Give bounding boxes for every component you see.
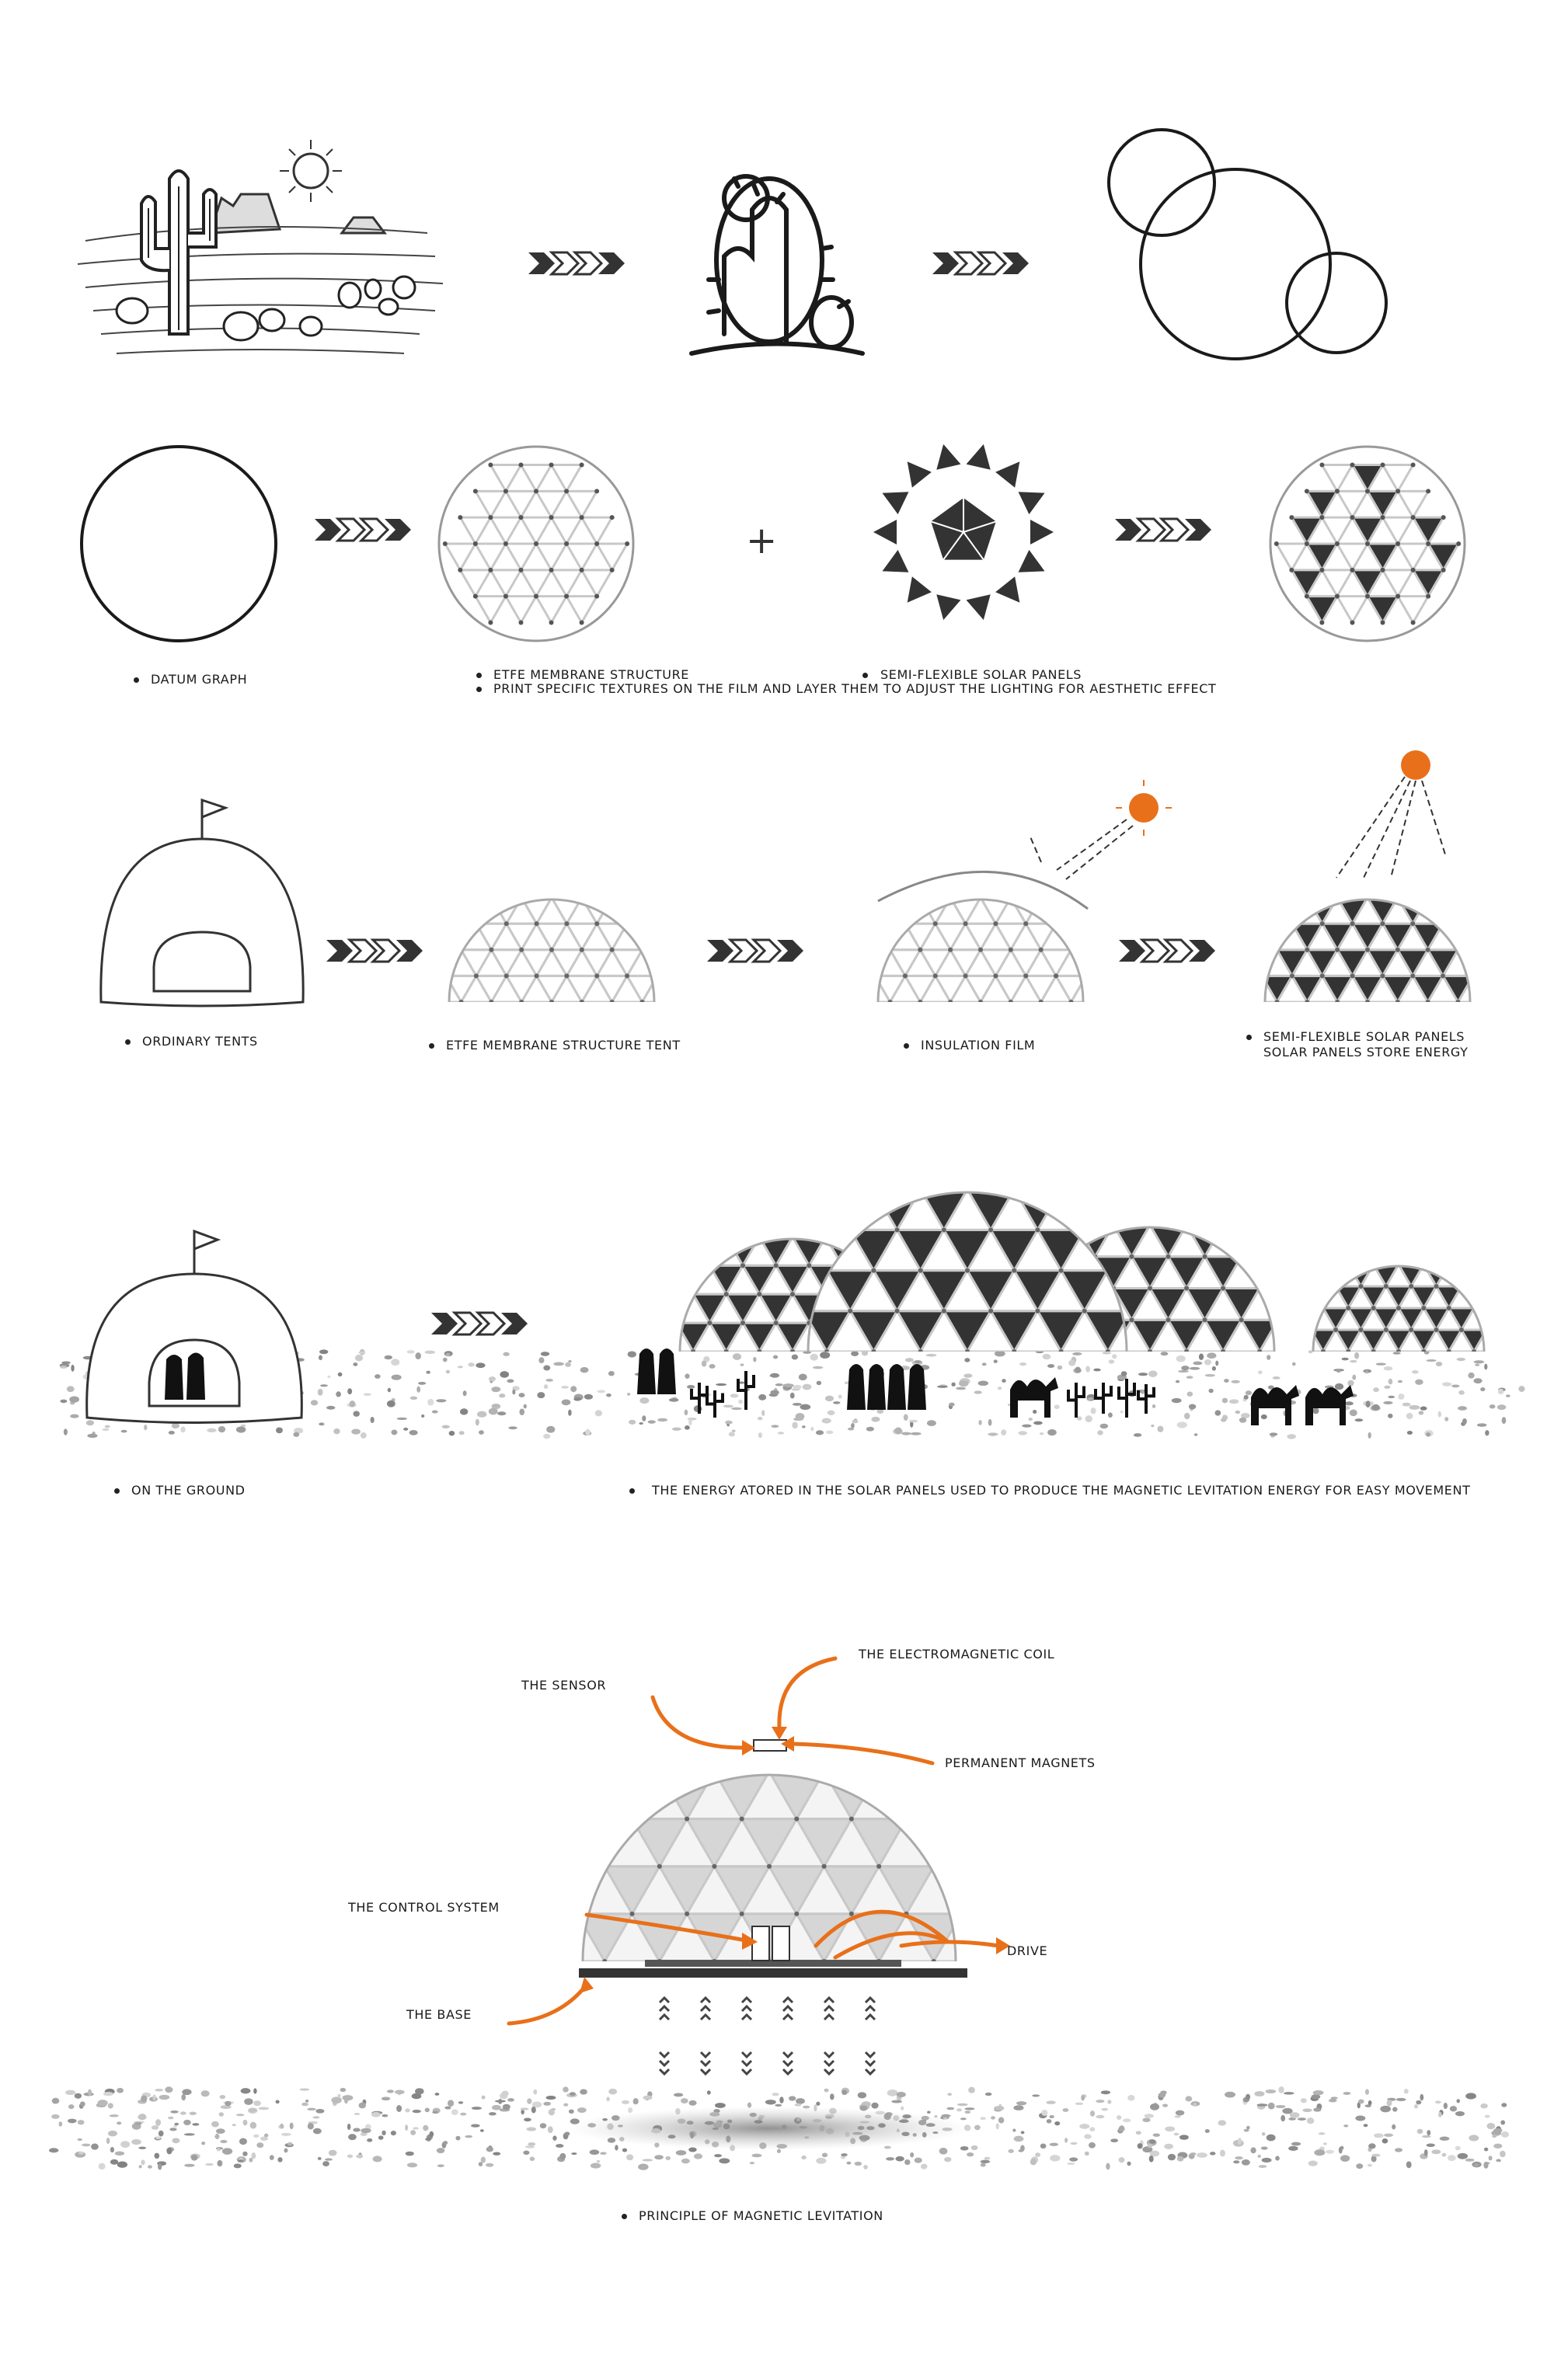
solar-dome [1156,793,1554,1004]
bullet [622,2214,627,2219]
solar-panel-ring [873,444,1054,620]
control-box-right [772,1926,789,1961]
arrow-7 [1119,940,1215,962]
caption-on-ground: ON THE GROUND [131,1483,246,1498]
arrow-2 [932,252,1029,274]
light-ray-icon [1030,819,1133,879]
abstract-circles [1109,130,1386,359]
bullet [134,677,139,683]
caption-etfe-tent: ETFE MEMBRANE STRUCTURE TENT [446,1038,681,1053]
caption-store-energy: SOLAR PANELS STORE ENERGY [1263,1045,1469,1060]
bullet [125,1039,131,1045]
light-rays-icon [1336,777,1445,878]
bullet [476,673,482,678]
bullet [862,673,868,678]
arrow-6 [707,940,803,962]
datum-circle [82,447,276,641]
dome-shadow [567,2107,971,2150]
sun-icon-2 [1401,750,1430,780]
bullet [476,687,482,692]
dome-cluster [560,1027,1554,1354]
label-electromagnetic-coil: THE ELECTROMAGNETIC COIL [859,1647,1055,1661]
ordinary-tent-ground [87,1231,302,1423]
sun-icon [1129,793,1159,823]
caption-etfe-structure: ETFE MEMBRANE STRUCTURE [493,667,689,682]
solar-sphere [1270,447,1465,641]
caption-magnetic-levitation: PRINCIPLE OF MAGNETIC LEVITATION [639,2208,883,2223]
arrow-3 [315,519,411,541]
arrow-1 [528,252,625,274]
bullet [114,1488,120,1494]
bullet [1246,1035,1252,1040]
label-drive: DRIVE [1007,1943,1048,1958]
bullet [429,1043,434,1049]
sensor-box [754,1740,786,1751]
control-box-left [752,1926,769,1961]
etfe-sphere [439,447,633,641]
caption-solar-panels-row3: SEMI-FLEXIBLE SOLAR PANELS [1263,1029,1465,1044]
plus-sign: + [746,519,778,562]
caption-datum-graph: DATUM GRAPH [151,672,248,687]
levitating-dome [385,1581,1263,1964]
caption-solar-panels: SEMI-FLEXIBLE SOLAR PANELS [880,667,1082,682]
label-permanent-magnets: PERMANENT MAGNETS [945,1755,1096,1770]
levitation-arrows [660,1998,875,2074]
caption-ordinary-tents: ORDINARY TENTS [142,1034,258,1049]
caption-energy-note: THE ENERGY ATORED IN THE SOLAR PANELS USED TO PRODUCE THE MAGNETIC LEVITATION ENERGY FOR EASY MOVEMENT [652,1483,1471,1498]
label-control-system: THE CONTROL SYSTEM [348,1900,500,1915]
label-base: THE BASE [406,2007,472,2022]
desert-sketch [78,140,443,353]
base-plate [579,1968,967,1978]
arrow-5 [326,940,423,962]
insulation-dome [769,793,1252,1004]
bullet [629,1488,635,1494]
caption-insulation-film: INSULATION FILM [921,1038,1036,1053]
bullet [904,1043,909,1049]
caption-print-textures: PRINT SPECIFIC TEXTURES ON THE FILM AND LAYER THEM TO ADJUST THE LIGHTING FOR AESTHETIC EFFECT [493,681,1217,696]
etfe-tent-dome [340,793,823,1004]
label-sensor: THE SENSOR [521,1678,607,1693]
ordinary-tent [101,800,303,1006]
arrow-8 [431,1313,528,1334]
arrow-4 [1115,519,1211,541]
cactus-icon [692,176,862,353]
